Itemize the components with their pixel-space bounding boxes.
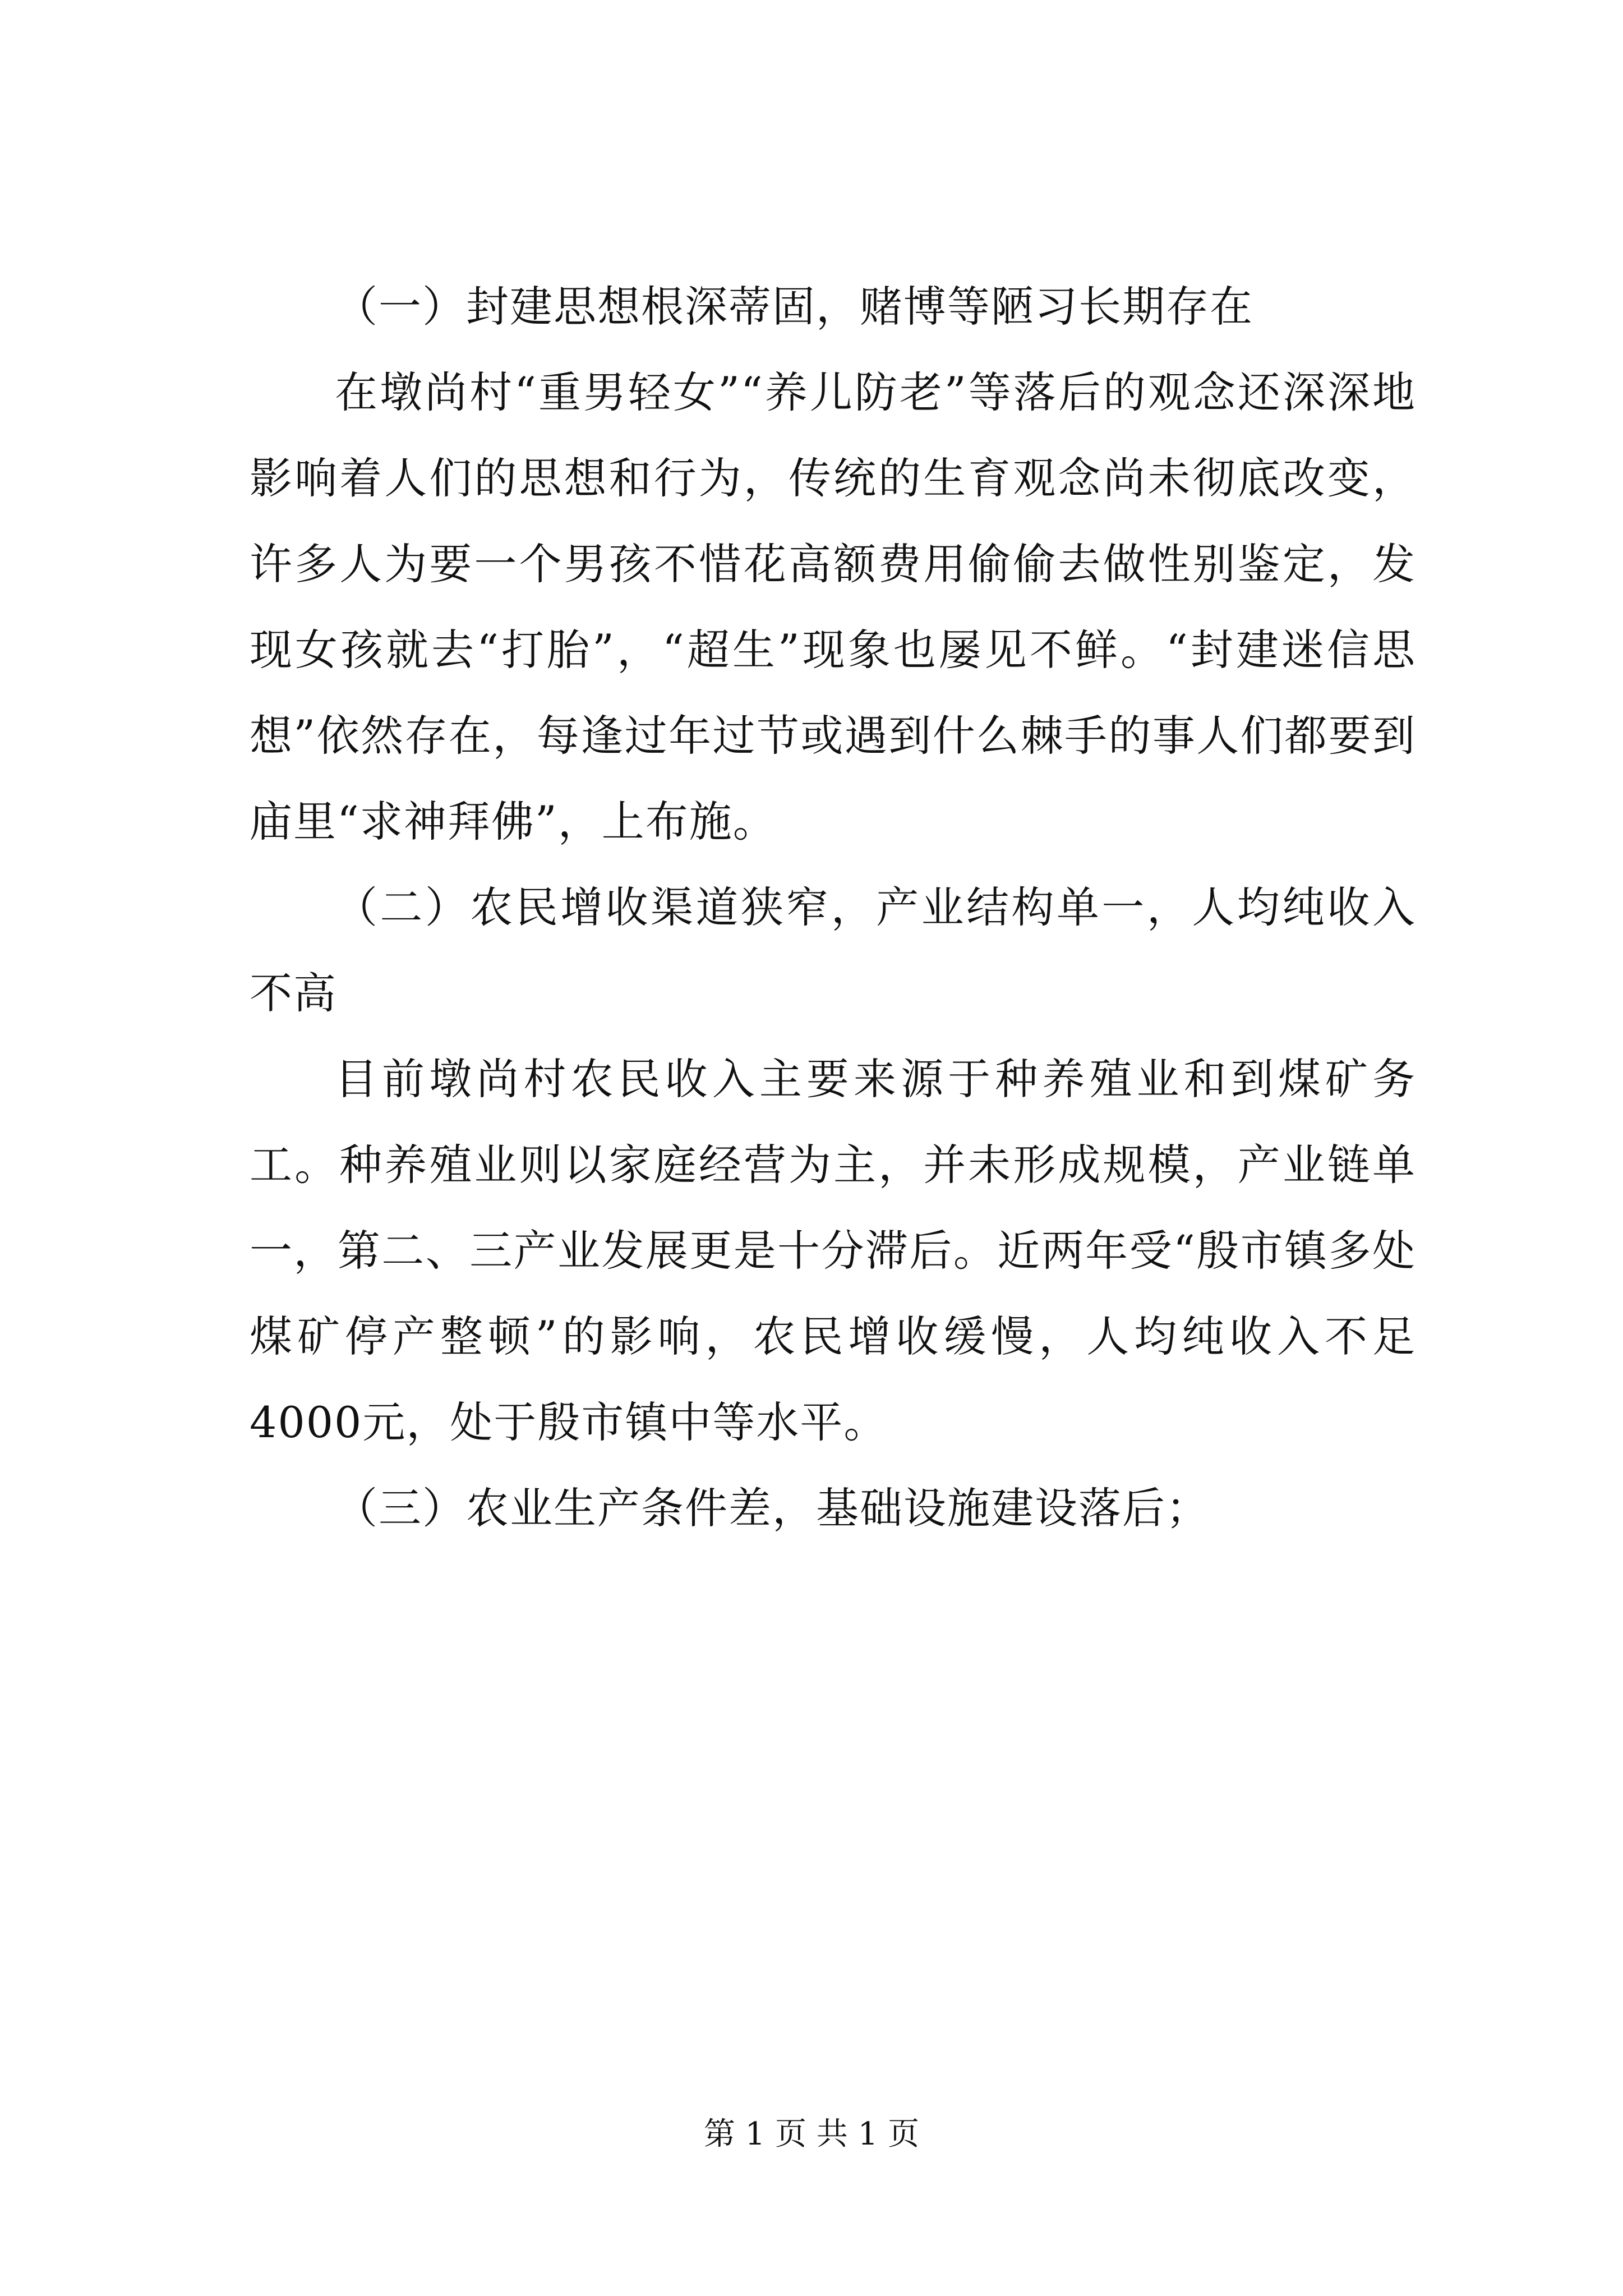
- page-number-footer: 第 1 页 共 1 页: [703, 2116, 920, 2152]
- section-heading-2: （二）农民增收渠道狭窄，产业结构单一，人均纯收入不高: [250, 882, 1416, 1018]
- section-heading-1: （一）封建思想根深蒂固，赌博等陋习长期存在: [335, 282, 1253, 332]
- document-body: [250, 264, 1416, 1551]
- paragraph-1: 在墩尚村“重男轻女”“养儿防老”等落后的观念还深深地影响着人们的思想和行为，传统的生育观念尚未彻底改变，许多人为要一个男孩不惜花高额费用偷偷去做性别鉴定，发现女孩就去“打胎”，“超生”现象也屡见不鲜。“封建迷信思想”依然存在，每逢过年过节或遇到什么棘手的事人们都要到庙里“求神拜佛”，上布施。: [250, 367, 1416, 846]
- paragraph-2: 目前墩尚村农民收入主要来源于种养殖业和到煤矿务工。种养殖业则以家庭经营为主，并未形成规模，产业链单一，第二、三产业发展更是十分滞后。近两年受“殷市镇多处煤矿停产整顿”的影响，农民增收缓慢，人均纯收入不足4000元，处于殷市镇中等水平。: [250, 1054, 1416, 1447]
- section-heading-3: （三）农业生产条件差，基础设施建设落后；: [335, 1483, 1210, 1533]
